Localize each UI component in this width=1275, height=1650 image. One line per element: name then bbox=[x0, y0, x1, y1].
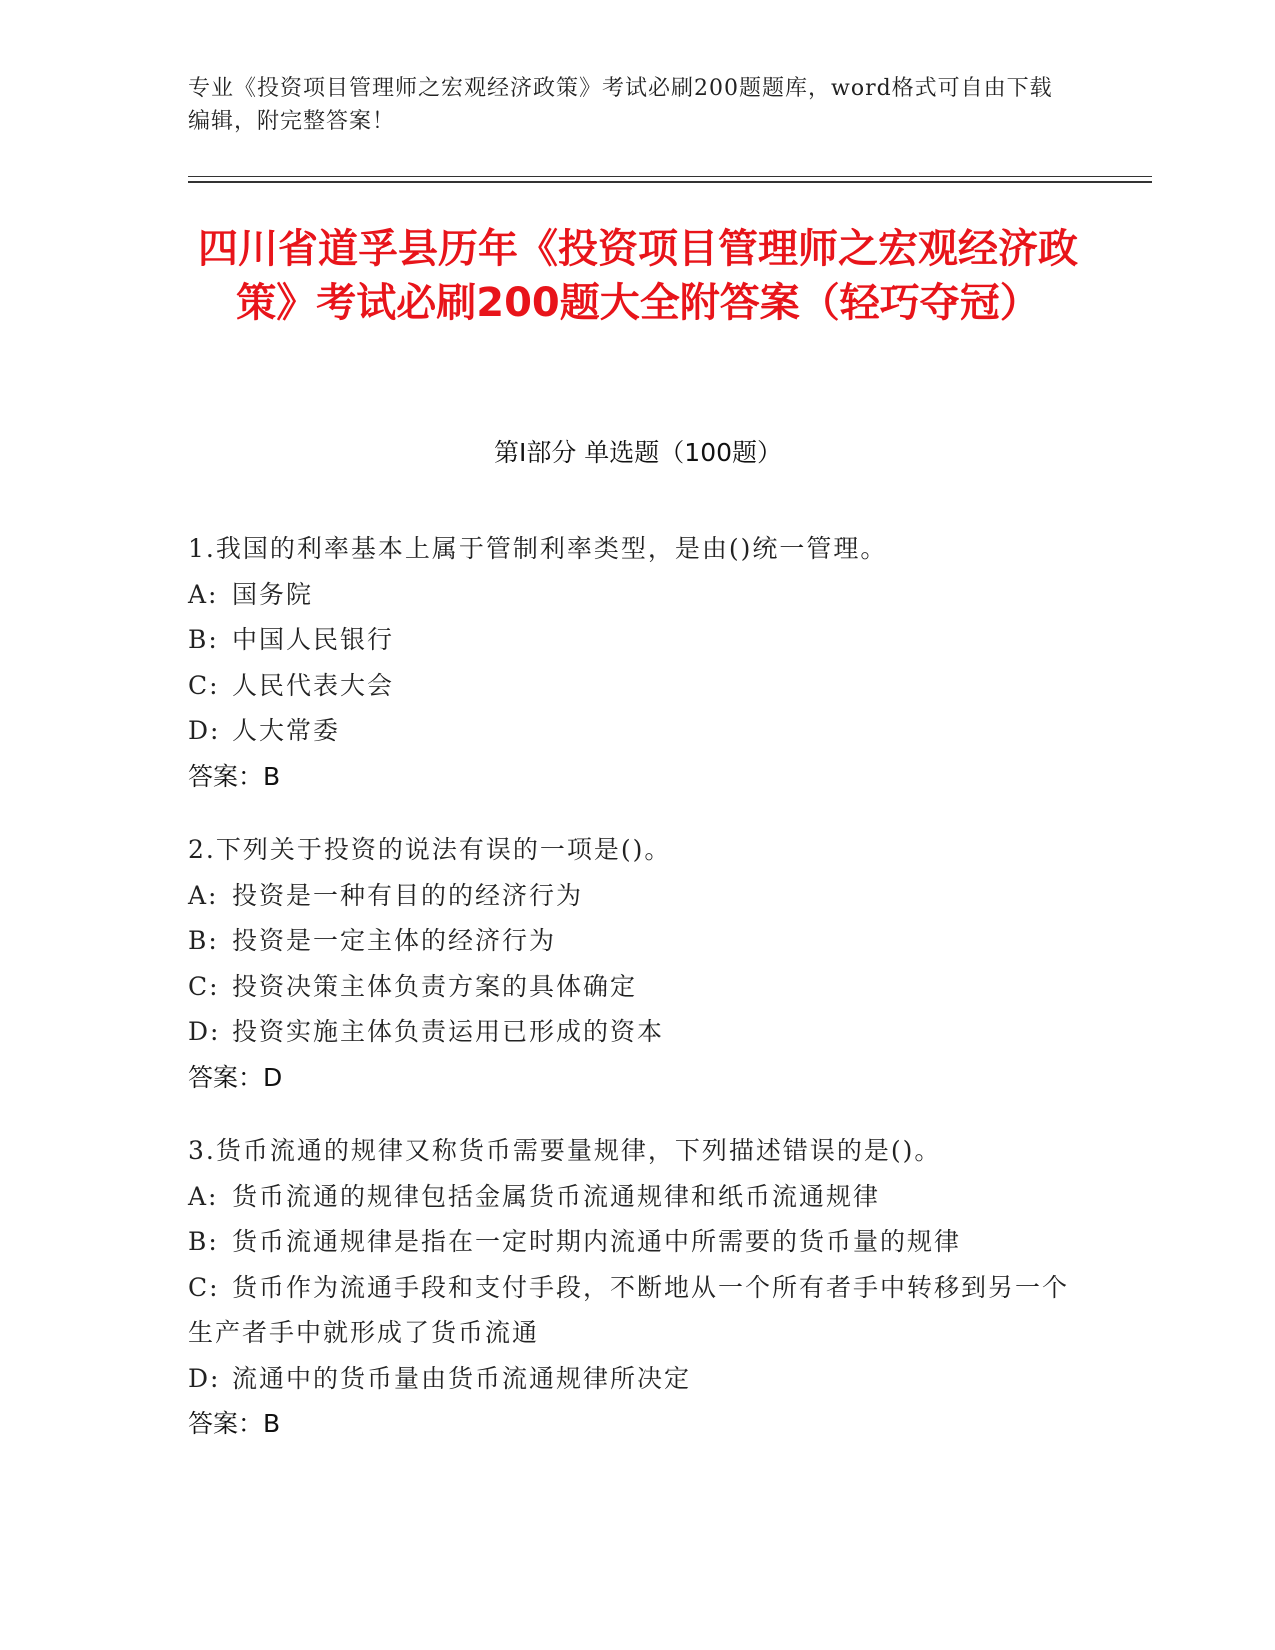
option-a bbox=[188, 873, 1088, 919]
option-d bbox=[188, 708, 1088, 754]
option-text: 投资是一种有目的的经济行为 bbox=[232, 880, 584, 910]
option-label: C: bbox=[188, 971, 220, 1001]
question-list bbox=[188, 526, 1088, 1475]
header-note: 专业《投资项目管理师之宏观经济政策》考试必刷200题题库，word格式可自由下载编辑，附完整答案！ bbox=[188, 76, 1053, 134]
question-2 bbox=[188, 827, 1088, 1100]
question-stem: 3.货币流通的规律又称货币需要量规律，下列描述错误的是()。 bbox=[188, 1136, 942, 1165]
option-label: C: bbox=[188, 1272, 220, 1302]
option-text: 流通中的货币量由货币流通规律所决定 bbox=[232, 1363, 692, 1393]
option-text: 投资决策主体负责方案的具体确定 bbox=[232, 971, 638, 1001]
option-b bbox=[188, 918, 1088, 964]
header-divider-thick bbox=[188, 181, 1152, 183]
question-stem: 2.下列关于投资的说法有误的一项是()。 bbox=[188, 835, 672, 864]
option-c bbox=[188, 663, 1088, 709]
option-label: A: bbox=[188, 1181, 219, 1211]
document-title: 四川省道孚县历年《投资项目管理师之宏观经济政策》考试必刷200题大全附答案（轻巧夺冠） bbox=[198, 226, 1078, 326]
option-label: D: bbox=[188, 1017, 221, 1046]
option-text: 投资实施主体负责运用已形成的资本 bbox=[232, 1017, 665, 1046]
option-text: 货币作为流通手段和支付手段，不断地从一个所有者手中转移到另一个生产者手中就形成了货币流通 bbox=[188, 1272, 1070, 1347]
option-label: B: bbox=[188, 625, 219, 654]
question-1 bbox=[188, 526, 1088, 799]
option-label: A: bbox=[188, 880, 219, 910]
answer-line: 答案：B bbox=[188, 1409, 281, 1438]
option-label: D: bbox=[188, 1363, 221, 1393]
option-text: 货币流通的规律包括金属货币流通规律和纸币流通规律 bbox=[232, 1181, 881, 1211]
option-label: B: bbox=[188, 1227, 219, 1256]
option-label: B: bbox=[188, 926, 219, 955]
option-text: 货币流通规律是指在一定时期内流通中所需要的货币量的规律 bbox=[232, 1227, 962, 1256]
option-text: 投资是一定主体的经济行为 bbox=[232, 926, 557, 955]
section-title: 第Ⅰ部分 单选题（100题） bbox=[493, 438, 783, 467]
option-d bbox=[188, 1356, 1088, 1402]
option-text: 人民代表大会 bbox=[232, 670, 395, 700]
question-3 bbox=[188, 1128, 1088, 1447]
option-a bbox=[188, 1174, 1088, 1220]
option-text: 中国人民银行 bbox=[232, 625, 395, 654]
option-a bbox=[188, 572, 1088, 618]
answer-line: 答案：B bbox=[188, 761, 281, 791]
option-label: A: bbox=[188, 579, 219, 609]
option-label: C: bbox=[188, 670, 220, 700]
option-label: D: bbox=[188, 716, 221, 745]
question-stem: 1.我国的利率基本上属于管制利率类型，是由()统一管理。 bbox=[188, 534, 888, 563]
option-c bbox=[188, 1265, 1088, 1356]
answer-line: 答案：D bbox=[188, 1062, 283, 1092]
option-c bbox=[188, 964, 1088, 1010]
option-text: 国务院 bbox=[232, 579, 314, 609]
option-d bbox=[188, 1009, 1088, 1055]
option-b bbox=[188, 617, 1088, 663]
header-divider-thin bbox=[188, 176, 1152, 177]
option-text: 人大常委 bbox=[232, 716, 341, 745]
option-b bbox=[188, 1219, 1088, 1265]
